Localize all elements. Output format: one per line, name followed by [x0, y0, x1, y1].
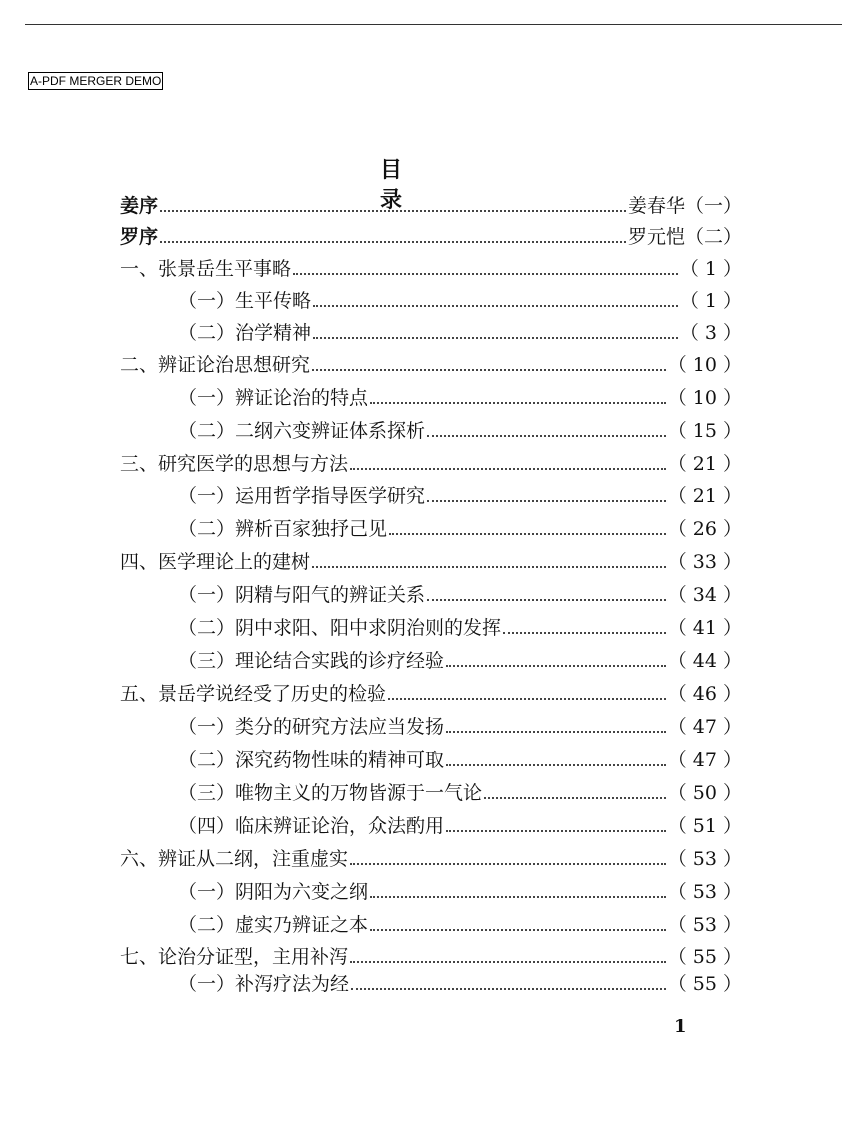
toc-entry-page: 姜春华（一）	[627, 195, 742, 217]
toc-entry-page: （ 50 ）	[667, 782, 742, 804]
toc-entry-page: （ 21 ）	[667, 485, 742, 507]
toc-entry	[120, 222, 742, 252]
toc-leader-dots	[503, 613, 666, 643]
toc-leader-dots	[312, 350, 666, 380]
toc-entry-page: （ 44 ）	[667, 650, 742, 672]
toc-leader-dots	[350, 449, 666, 479]
toc-entry	[178, 383, 742, 413]
toc-leader-dots	[446, 811, 666, 841]
toc-entry-page: （ 21 ）	[667, 453, 742, 475]
toc-entry-label: （一）类分的研究方法应当发扬	[178, 716, 445, 738]
toc-entry-label: （二）治学精神	[178, 322, 312, 344]
toc-leader-dots	[350, 942, 666, 972]
toc-entry-page: （ 47 ）	[667, 716, 742, 738]
toc-entry	[178, 778, 742, 808]
toc-leader-dots	[427, 416, 666, 446]
toc-entry	[178, 910, 742, 940]
toc-entry-page: （ 46 ）	[667, 683, 742, 705]
toc-leader-dots	[388, 679, 666, 709]
toc-entry-label: 一、张景岳生平事略	[120, 258, 292, 280]
toc-entry-page: （ 53 ）	[667, 881, 742, 903]
toc-entry	[120, 679, 742, 709]
page-number: 1	[674, 1016, 687, 1037]
toc-leader-dots	[312, 547, 666, 577]
toc-entry-label: （一）补泻疗法为经	[178, 973, 350, 995]
toc-entry	[178, 481, 742, 511]
toc-entry-label: （二）辨析百家独抒己见	[178, 518, 388, 540]
toc-entry-page: （ 3 ）	[679, 322, 742, 344]
toc-entry-page: （ 55 ）	[667, 946, 742, 968]
toc-leader-dots	[160, 222, 626, 252]
toc-entry	[120, 254, 742, 284]
watermark-label: A-PDF MERGER DEMO	[30, 74, 162, 88]
toc-entry-page: （ 51 ）	[667, 815, 742, 837]
toc-entry-label: （三）唯物主义的万物皆源于一气论	[178, 782, 483, 804]
toc-leader-dots	[389, 514, 666, 544]
toc-entry-page: （ 1 ）	[679, 290, 742, 312]
toc-leader-dots	[293, 254, 678, 284]
toc-entry	[178, 646, 742, 676]
toc-entry	[178, 811, 742, 841]
toc-leader-dots	[350, 844, 666, 874]
toc-entry	[120, 547, 742, 577]
toc-leader-dots	[427, 580, 666, 610]
toc-entry-label: （三）理论结合实践的诊疗经验	[178, 650, 445, 672]
toc-leader-dots	[351, 969, 666, 999]
toc-entry-label: 三、研究医学的思想与方法	[120, 453, 349, 475]
top-rule	[25, 24, 842, 25]
toc-entry	[178, 514, 742, 544]
toc-entry-page: （ 55 ）	[667, 973, 742, 995]
toc-entry-page: （ 1 ）	[679, 258, 742, 280]
toc-entry	[178, 286, 742, 316]
toc-entry-page: （ 41 ）	[667, 617, 742, 639]
toc-entry-page: （ 33 ）	[667, 551, 742, 573]
toc-entry	[178, 580, 742, 610]
toc-entry	[178, 877, 742, 907]
toc-entry	[120, 844, 742, 874]
toc-entry	[120, 942, 742, 972]
toc-entry	[120, 350, 742, 380]
toc-entry	[178, 416, 742, 446]
toc-entry-label: 姜序	[120, 195, 159, 217]
toc-entry	[178, 712, 742, 742]
toc-entry	[178, 969, 742, 999]
toc-entry-page: 罗元恺（二）	[627, 226, 742, 248]
toc-entry-page: （ 34 ）	[667, 584, 742, 606]
toc-entry-label: 罗序	[120, 226, 159, 248]
page-title: 目 录	[380, 158, 505, 213]
toc-entry	[178, 613, 742, 643]
toc-leader-dots	[484, 778, 666, 808]
toc-leader-dots	[446, 712, 666, 742]
toc-leader-dots	[370, 910, 666, 940]
toc-entry	[120, 191, 742, 221]
toc-entry-page: （ 15 ）	[667, 420, 742, 442]
toc-entry	[120, 449, 742, 479]
toc-entry-label: （一）阴阳为六变之纲	[178, 881, 369, 903]
toc-entry-label: （一）阴精与阳气的辨证关系	[178, 584, 426, 606]
toc-entry-page: （ 47 ）	[667, 749, 742, 771]
toc-entry-label: （一）生平传略	[178, 290, 312, 312]
toc-entry	[178, 318, 742, 348]
toc-entry-label: 四、医学理论上的建树	[120, 551, 311, 573]
toc-leader-dots	[427, 481, 666, 511]
toc-entry-page: （ 53 ）	[667, 848, 742, 870]
toc-entry-label: 七、论治分证型，主用补泻	[120, 946, 349, 968]
toc-leader-dots	[370, 383, 666, 413]
toc-entry-label: （一）运用哲学指导医学研究	[178, 485, 426, 507]
toc-entry-label: （四）临床辨证论治，众法酌用	[178, 815, 445, 837]
toc-entry-label: （二）虚实乃辨证之本	[178, 914, 369, 936]
toc-leader-dots	[370, 877, 666, 907]
toc-entry-label: 二、辨证论治思想研究	[120, 354, 311, 376]
toc-entry-page: （ 10 ）	[667, 354, 742, 376]
toc-entry-page: （ 26 ）	[667, 518, 742, 540]
toc-entry-label: （二）深究药物性味的精神可取	[178, 749, 445, 771]
toc-leader-dots	[446, 745, 666, 775]
toc-leader-dots	[446, 646, 666, 676]
toc-entry-label: （一）辨证论治的特点	[178, 387, 369, 409]
toc-entry-label: （二）二纲六变辨证体系探析	[178, 420, 426, 442]
toc-entry-label: 六、辨证从二纲，注重虚实	[120, 848, 349, 870]
toc-entry	[178, 745, 742, 775]
toc-entry-page: （ 53 ）	[667, 914, 742, 936]
toc-leader-dots	[160, 191, 626, 221]
toc-leader-dots	[313, 286, 678, 316]
toc-entry-label: 五、景岳学说经受了历史的检验	[120, 683, 387, 705]
toc-entry-page: （ 10 ）	[667, 387, 742, 409]
toc-entry-label: （二）阴中求阳、阳中求阴治则的发挥	[178, 617, 502, 639]
toc-leader-dots	[313, 318, 678, 348]
